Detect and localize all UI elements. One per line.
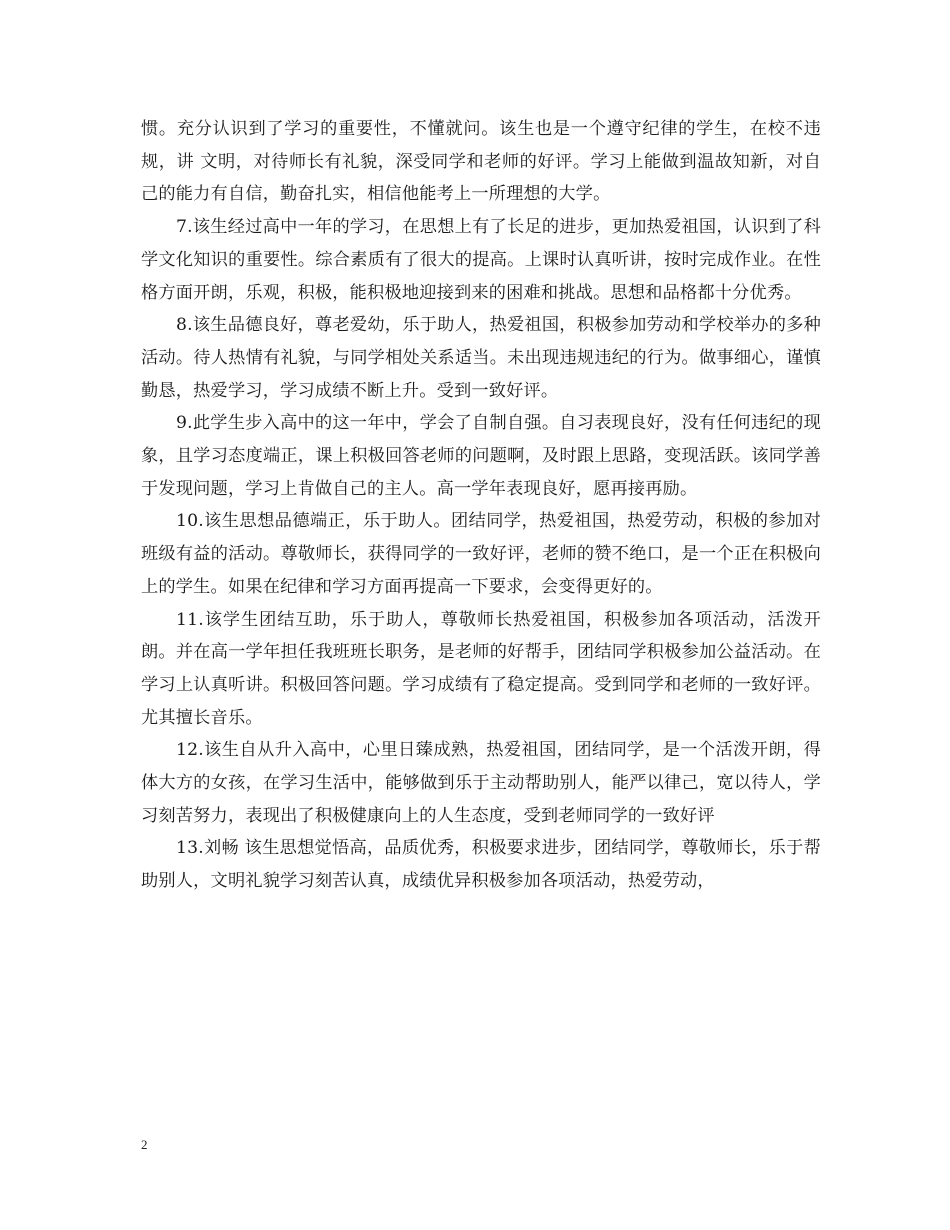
document-body [141, 113, 821, 898]
paragraph-item-10: 10.该生思想品德端正，乐于助人。团结同学，热爱祖国，热爱劳动，积极的参加对班级有益的活动。尊敬师长，获得同学的一致好评，老师的赞不绝口，是一个正在积极向上的学生。如果在纪律和学习方面再提高一下要求，会变得更好的。 [141, 511, 821, 597]
paragraph-item-7: 7.该生经过高中一年的学习，在思想上有了长足的进步，更加热爱祖国，认识到了科学文化知识的重要性。综合素质有了很大的提高。上课时认真听讲，按时完成作业。在性格方面开朗，乐观，积极，能积极地迎接到来的困难和挑战。思想和品格都十分优秀。 [141, 217, 821, 303]
paragraph-item-9: 9.此学生步入高中的这一年中，学会了自制自强。自习表现良好，没有任何违纪的现象，且学习态度端正，课上积极回答老师的问题啊，及时跟上思路，变现活跃。该同学善于发现问题，学习上肯做自己的主人。高一学年表现良好，愿再接再励。 [141, 413, 821, 499]
page-number: 2 [141, 1137, 148, 1152]
paragraph-item-11: 11.该学生团结互助，乐于助人，尊敬师长热爱祖国，积极参加各项活动，活泼开朗。并在高一学年担任我班班长职务，是老师的好帮手，团结同学积极参加公益活动。在学习上认真听讲。积极回答问题。学习成绩有了稳定提高。受到同学和老师的一致好评。尤其擅长音乐。 [141, 609, 821, 728]
paragraph-item-8: 8.该生品德良好，尊老爱幼，乐于助人，热爱祖国，积极参加劳动和学校举办的多种活动。待人热情有礼貌，与同学相处关系适当。未出现违规违纪的行为。做事细心，谨慎勤恳，热爱学习，学习成绩不断上升。受到一致好评。 [141, 315, 821, 401]
paragraph-continuation: 惯。充分认识到了学习的重要性，不懂就问。该生也是一个遵守纪律的学生，在校不违规，讲 文明，对待师长有礼貌，深受同学和老师的好评。学习上能做到温故知新，对自己的能力有自信，勤奋扎实，相信他能考上一所理想的大学。 [141, 119, 821, 205]
paragraph-item-13: 13.刘畅 该生思想觉悟高，品质优秀，积极要求进步，团结同学，尊敬师长，乐于帮助别人，文明礼貌学习刻苦认真，成绩优异积极参加各项活动，热爱劳动， [141, 838, 821, 892]
paragraph-item-12: 12.该生自从升入高中，心里日臻成熟，热爱祖国，团结同学，是一个活泼开朗，得体大方的女孩，在学习生活中，能够做到乐于主动帮助别人，能严以律己，宽以待人，学习刻苦努力，表现出了积极健康向上的人生态度，受到老师同学的一致好评 [141, 740, 821, 826]
